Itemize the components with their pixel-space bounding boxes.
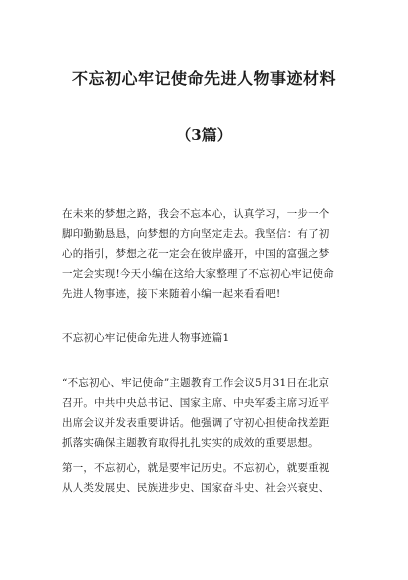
paragraph-line: 抓落实确保主题教育取得扎扎实实的成效的重要思想。: [62, 437, 319, 449]
paragraph-line: 在未来的梦想之路，我会不忘本心，认真学习，一步一个: [62, 208, 330, 220]
paragraph-line: 第一，不忘初心，就是要牢记历史。不忘初心，就要重视: [62, 462, 330, 474]
document-subtitle: （3篇）: [176, 126, 232, 144]
document-title: 不忘初心牢记使命先进人物事迹材料: [71, 69, 336, 88]
paragraph-line: 心的指引，梦想之花一定会在彼岸盛开，中国的富强之梦: [62, 248, 330, 260]
paragraph-line: 一定会实现!今天小编在这给大家整理了不忘初心牢记使命: [62, 268, 334, 280]
paragraph-line: “不忘初心、牢记使命”主题教育工作会议5月31日在北京: [62, 377, 330, 389]
section-heading: [62, 328, 354, 348]
body-paragraph: [62, 458, 354, 498]
paragraph-line: 脚印勤勤恳恳，向梦想的方向坚定走去。我坚信：有了初: [62, 228, 330, 240]
body-paragraph: [62, 373, 354, 453]
paragraph-line: 召开。中共中央总书记、国家主席、中央军委主席习近平: [62, 397, 330, 409]
paragraph-line: 出席会议并发表重要讲话。他强调了守初心担使命找差距: [62, 417, 330, 429]
intro-paragraph: [62, 204, 354, 304]
section-heading-text: 不忘初心牢记使命先进人物事迹篇1: [62, 332, 230, 344]
paragraph-line: 先进人物事迹，接下来随着小编一起来看看吧!: [62, 288, 281, 300]
paragraph-line: 从人类发展史、民族进步史、国家奋斗史、社会兴衰史、: [62, 482, 330, 494]
